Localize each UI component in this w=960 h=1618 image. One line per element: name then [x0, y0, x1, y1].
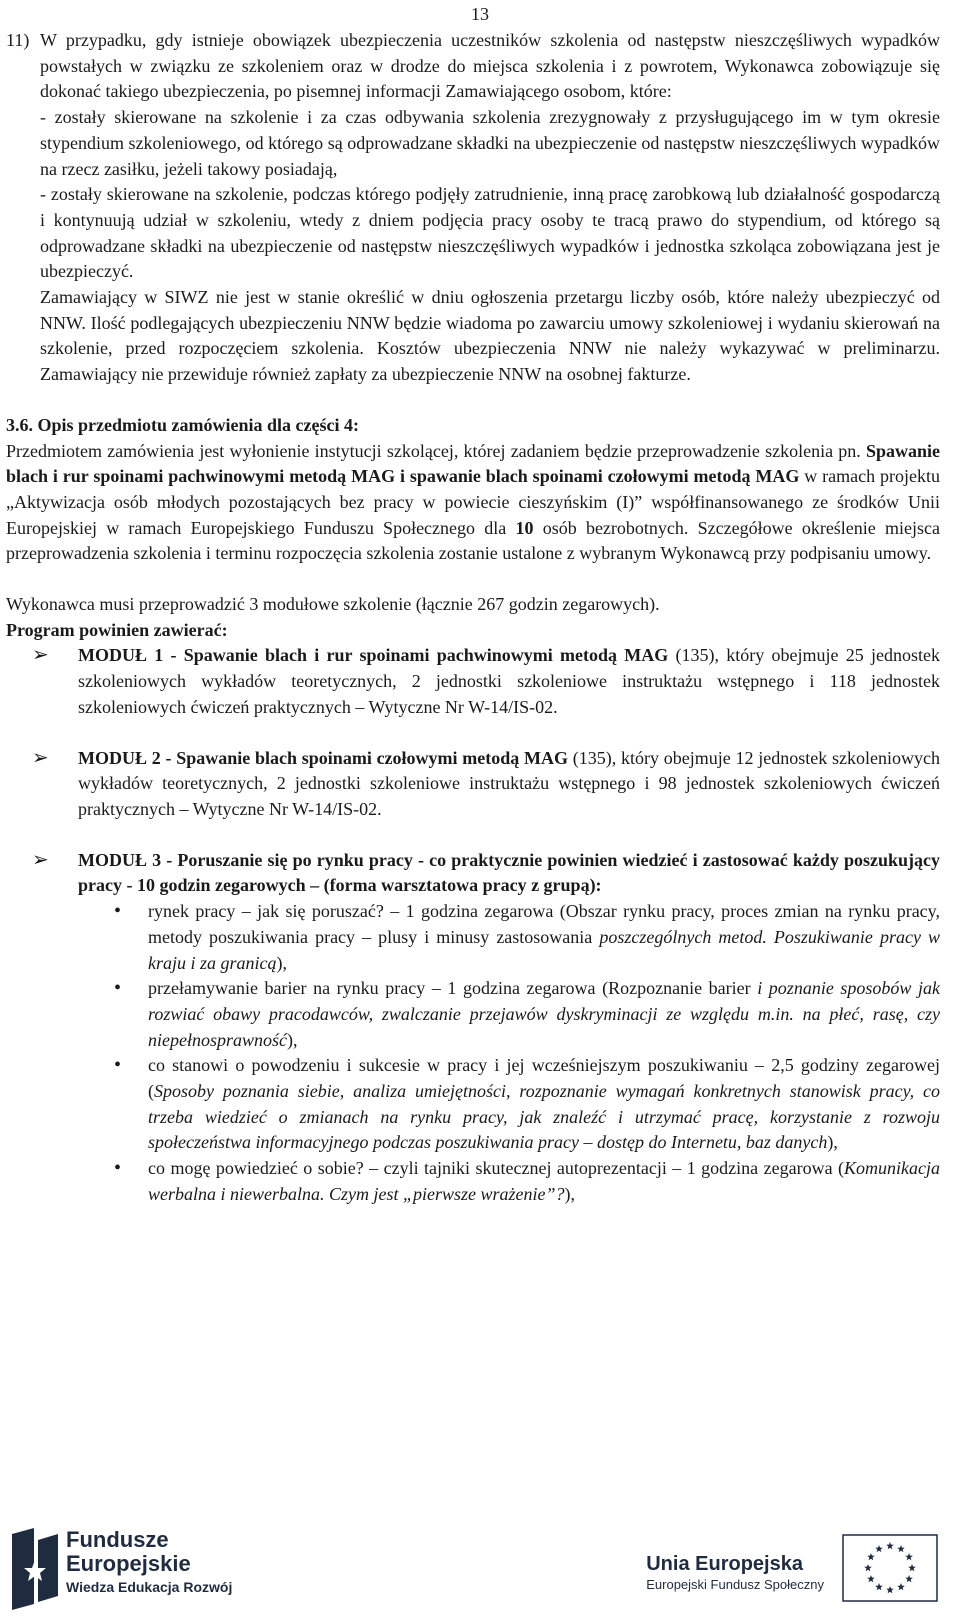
module-3-topics [6, 899, 940, 1207]
page-number: 13 [471, 4, 489, 24]
fundusze-europejskie-logo-icon [8, 1526, 62, 1612]
bullet-dot-icon: • [114, 977, 122, 1000]
arrow-bullet-icon: ➢ [32, 644, 49, 667]
bullet-dot-icon: • [114, 1157, 122, 1180]
page-footer [0, 1522, 960, 1618]
fundusze-europejskie-text [66, 1528, 232, 1598]
module-2: ➢ MODUŁ 2 - Spawanie blach spoinami czołowymi metodą MAG (135), który obejmuje 12 jednostek szkoleniowych wykładów teoretycznych, 2 jednostki szkoleniowe instruktażu wstępnego i 98 jednostek szkoleniowych ćwiczeń praktycznych – Wytyczne Nr W-14/IS-02. [6, 746, 940, 823]
nnw-paragraph: Zamawiający w SIWZ nie jest w stanie określić w dniu ogłoszenia przetargu liczby osób, które należy ubezpieczyć od NNW. Ilość podlegających ubezpieczeniu NNW będzie wiadoma po zawarciu umowy szkoleniowej i wydaniu skierowań na szkolenie, przed rozpoczęciem szkolenia. Kosztów ubezpieczenia NNW nie należy wykazywać w preliminarzu. Zamawiający nie przewiduje również zapłaty za ubezpieczenie NNW na osobnej fakturze. [40, 287, 940, 385]
item-number: 11) [6, 30, 30, 50]
list-item: • rynek pracy – jak się poruszać? – 1 godzina zegarowa (Obszar rynku pracy, proces zmian na rynku pracy, metody poszukiwania pracy – plusy i minusy zastosowania poszczególnych metod. Poszukiwanie pracy w kraju i za granicą), [6, 899, 940, 976]
ue-line-2: Europejski Fundusz Społeczny [646, 1577, 824, 1592]
bullet-dot-icon: • [114, 900, 122, 923]
section-intro: Przedmiotem zamówienia jest wyłonienie instytucji szkolącej, której zadaniem będzie przeprowadzenie szkolenia pn. Spawanie blach i rur spoinami pachwinowymi metodą MAG i spawanie blach spoinami czołowymi metodą MAG w ramach projektu „Aktywizacja osób młodych pozostających bez pracy w powiecie cieszyńskim (I)” współfinansowanego ze środków Unii Europejskiej w ramach Europejskiego Funduszu Społecznego dla 10 osób bezrobotnych. Szczegółowe określenie miejsca przeprowadzenia szkolenia i terminu rozpoczęcia szkolenia zostanie ustalone z wybranym Wykonawcą przy podpisaniu umowy. [6, 440, 940, 564]
unia-europejska-text [646, 1552, 824, 1594]
module-1: ➢ MODUŁ 1 - Spawanie blach i rur spoinami pachwinowymi metodą MAG (135), który obejmuje 25 jednostek szkoleniowych wykładów teoretycznych, 2 jednostki szkoleniowe instruktażu wstępnego i 118 jednostek szkoleniowych ćwiczeń praktycznych – Wytyczne Nr W-14/IS-02. [6, 643, 940, 720]
fe-line-3: Wiedza Edukacja Rozwój [66, 1579, 233, 1595]
fe-line-1: Fundusze [66, 1527, 169, 1552]
dash-item-2: - zostały skierowane na szkolenie, podczas którego podjęły zatrudnienie, inną pracę zarobkową lub działalność gospodarczą i kontynuują udział w szkoleniu, wtedy z dniem podjęcia pracy osoby te tracą prawo do stypendium, od którego są odprowadzane składki na ubezpieczenie od następstw nieszczęśliwych wypadków i jednostka szkoląca zobowiązana jest je ubezpieczyć. [40, 184, 940, 282]
item-11 [6, 28, 940, 105]
bullet-dot-icon: • [114, 1054, 122, 1077]
list-item: • co mogę powiedzieć o sobie? – czyli tajniki skutecznej autoprezentacji – 1 godzina zegarowa (Komunikacja werbalna i niewerbalna. Czym jest „pierwsze wrażenie”?), [6, 1156, 940, 1207]
section-heading: 3.6. Opis przedmiotu zamówienia dla części 4: [6, 414, 359, 435]
list-item: • co stanowi o powodzeniu i sukcesie w pracy i jej wcześniejszym poszukiwaniu – 2,5 godziny zegarowej (Sposoby poznania siebie, analiza umiejętności, rozpoznanie wymagań konkretnych stanowisk pracy, co trzeba wiedzieć o zmianach na rynku pracy, jak znaleźć i utrzymać pracę, korzystanie z rozwoju społeczeństwa informacyjnego podczas poszukiwania pracy – dostęp do Internetu, baz danych), [6, 1053, 940, 1156]
eu-flag-icon [842, 1534, 938, 1602]
arrow-bullet-icon: ➢ [32, 746, 49, 769]
item-11-text: W przypadku, gdy istnieje obowiązek ubezpieczenia uczestników szkolenia od następstw nieszczęśliwych wypadków powstałych w związku ze szkoleniem oraz w drodze do miejsca szkolenia i z powrotem, Wykonawca zobowiązuje się dokonać takiego ubezpieczenia, po pisemnej informacji Zamawiającego osobom, które: [40, 30, 940, 102]
ue-line-1: Unia Europejska [646, 1553, 803, 1575]
dash-item-1: - zostały skierowane na szkolenie i za czas odbywania szkolenia zrezygnowały z przysługującego im w tym okresie stypendium szkoleniowego, od którego są odprowadzane składki na ubezpieczenie od następstw nieszczęśliwych wypadków na rzecz zasiłku, jeżeli takowy posiadają, [40, 107, 940, 179]
module-3: ➢ MODUŁ 3 - Poruszanie się po rynku pracy - co praktycznie powinien wiedzieć i zastosować każdy poszukujący pracy - 10 godzin zegarowych – (forma warsztatowa pracy z grupą): [6, 848, 940, 899]
arrow-bullet-icon: ➢ [32, 848, 49, 871]
wykonawca-line: Wykonawca musi przeprowadzić 3 modułowe szkolenie (łącznie 267 godzin zegarowych). [6, 594, 660, 615]
fe-line-2: Europejskie [66, 1551, 191, 1576]
list-item: • przełamywanie barier na rynku pracy – 1 godzina zegarowa (Rozpoznanie barier i poznanie sposobów jak rozwiać obawy pracodawców, zwalczanie przejawów dyskryminacji ze względu m.in. na płeć, rasę, czy niepełnosprawność), [6, 976, 940, 1053]
program-heading: Program powinien zawierać: [6, 619, 228, 640]
document-body [6, 28, 940, 1208]
